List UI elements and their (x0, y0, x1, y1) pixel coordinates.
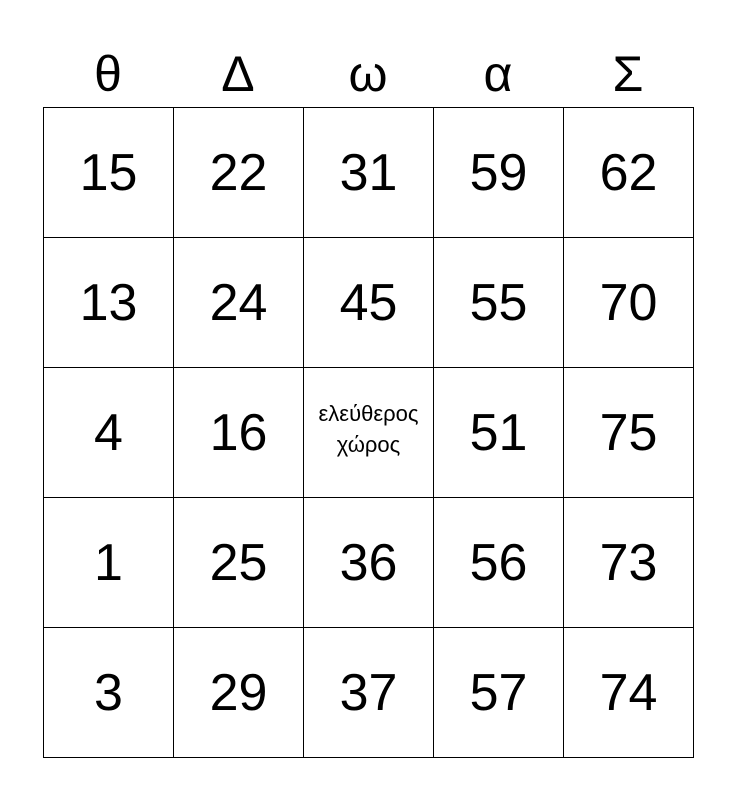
bingo-cell[interactable]: 4 (44, 368, 174, 498)
bingo-cell[interactable]: 3 (44, 628, 174, 758)
header-letter-alpha: α (483, 45, 513, 102)
bingo-cell[interactable]: 31 (304, 108, 434, 238)
bingo-cell[interactable]: 57 (434, 628, 564, 758)
bingo-cell[interactable]: 56 (434, 498, 564, 628)
bingo-cell[interactable]: 70 (564, 238, 694, 368)
bingo-cell[interactable]: 22 (174, 108, 304, 238)
header-letter-delta: Δ (221, 45, 255, 102)
bingo-cell[interactable]: 37 (304, 628, 434, 758)
bingo-grid (43, 107, 694, 758)
bingo-cell[interactable]: 13 (44, 238, 174, 368)
bingo-header (43, 40, 694, 107)
bingo-cell[interactable]: 1 (44, 498, 174, 628)
bingo-cell[interactable]: 62 (564, 108, 694, 238)
bingo-cell[interactable]: 16 (174, 368, 304, 498)
bingo-cell[interactable]: 29 (174, 628, 304, 758)
bingo-cell[interactable]: 25 (174, 498, 304, 628)
free-space-cell[interactable]: ελεύθερος χώρος (304, 368, 434, 498)
bingo-cell[interactable]: 59 (434, 108, 564, 238)
bingo-cell[interactable]: 36 (304, 498, 434, 628)
header-letter-sigma: Σ (612, 45, 644, 102)
header-letter-omega: ω (348, 45, 388, 102)
bingo-cell[interactable]: 24 (174, 238, 304, 368)
bingo-cell[interactable]: 51 (434, 368, 564, 498)
bingo-cell[interactable]: 75 (564, 368, 694, 498)
bingo-cell[interactable]: 55 (434, 238, 564, 368)
bingo-cell[interactable]: 73 (564, 498, 694, 628)
bingo-card (43, 40, 694, 758)
bingo-cell[interactable]: 74 (564, 628, 694, 758)
bingo-cell[interactable]: 15 (44, 108, 174, 238)
bingo-cell[interactable]: 45 (304, 238, 434, 368)
header-letter-theta: θ (94, 45, 122, 102)
